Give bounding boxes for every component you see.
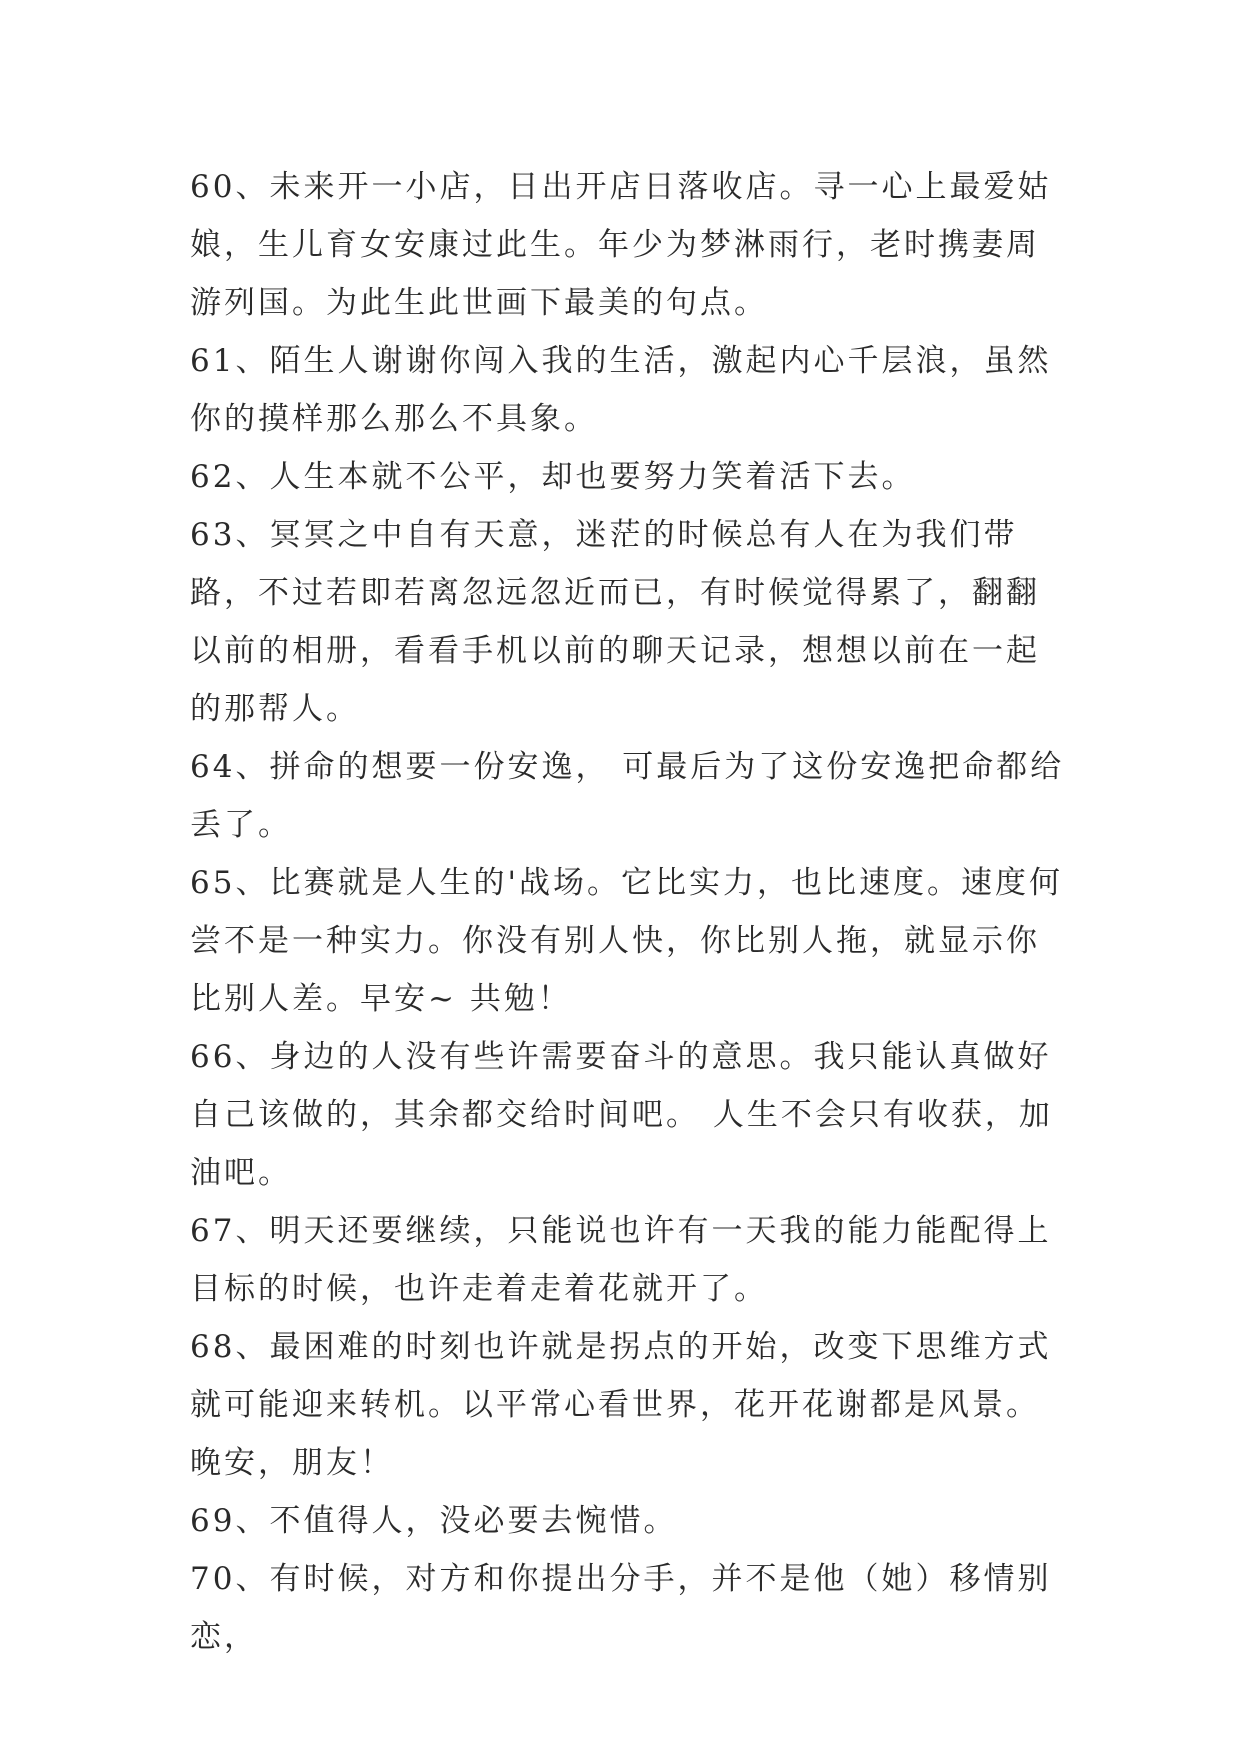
document-body: [190, 158, 1070, 1666]
paragraph-68: 68、最困难的时刻也许就是拐点的开始，改变下思维方式就可能迎来转机。以平常心看世界，花开花谢都是风景。晚安，朋友！: [190, 1329, 1052, 1481]
paragraph-60: 60、未来开一小店，日出开店日落收店。寻一心上最爱姑娘，生儿育女安康过此生。年少为梦淋雨行，老时携妻周游列国。为此生此世画下最美的句点。: [190, 169, 1052, 321]
paragraph-66: 66、身边的人没有些许需要奋斗的意思。我只能认真做好自己该做的，其余都交给时间吧。 人生不会只有收获，加油吧。: [190, 1039, 1053, 1191]
paragraph-65: 65、比赛就是人生的'战场。它比实力，也比速度。速度何尝不是一种实力。你没有别人快，你比别人拖，就显示你比别人差。早安~ 共勉！: [190, 865, 1063, 1017]
paragraph-61: 61、陌生人谢谢你闯入我的生活，激起内心千层浪，虽然你的摸样那么那么不具象。: [190, 343, 1052, 437]
paragraph-70: 70、有时候，对方和你提出分手，并不是他（她）移情别恋，: [190, 1561, 1052, 1655]
paragraph-69: 69、不值得人，没必要去惋惜。: [190, 1503, 678, 1539]
paragraph-62: 62、人生本就不公平，却也要努力笑着活下去。: [190, 459, 916, 495]
paragraph-67: 67、明天还要继续，只能说也许有一天我的能力能配得上目标的时候，也许走着走着花就开了。: [190, 1213, 1052, 1307]
paragraph-63: 63、冥冥之中自有天意，迷茫的时候总有人在为我们带路，不过若即若离忽远忽近而已，有时候觉得累了，翻翻以前的相册，看看手机以前的聊天记录，想想以前在一起的那帮人。: [190, 517, 1040, 727]
paragraph-64: 64、拼命的想要一份安逸， 可最后为了这份安逸把命都给丢了。: [190, 749, 1065, 843]
